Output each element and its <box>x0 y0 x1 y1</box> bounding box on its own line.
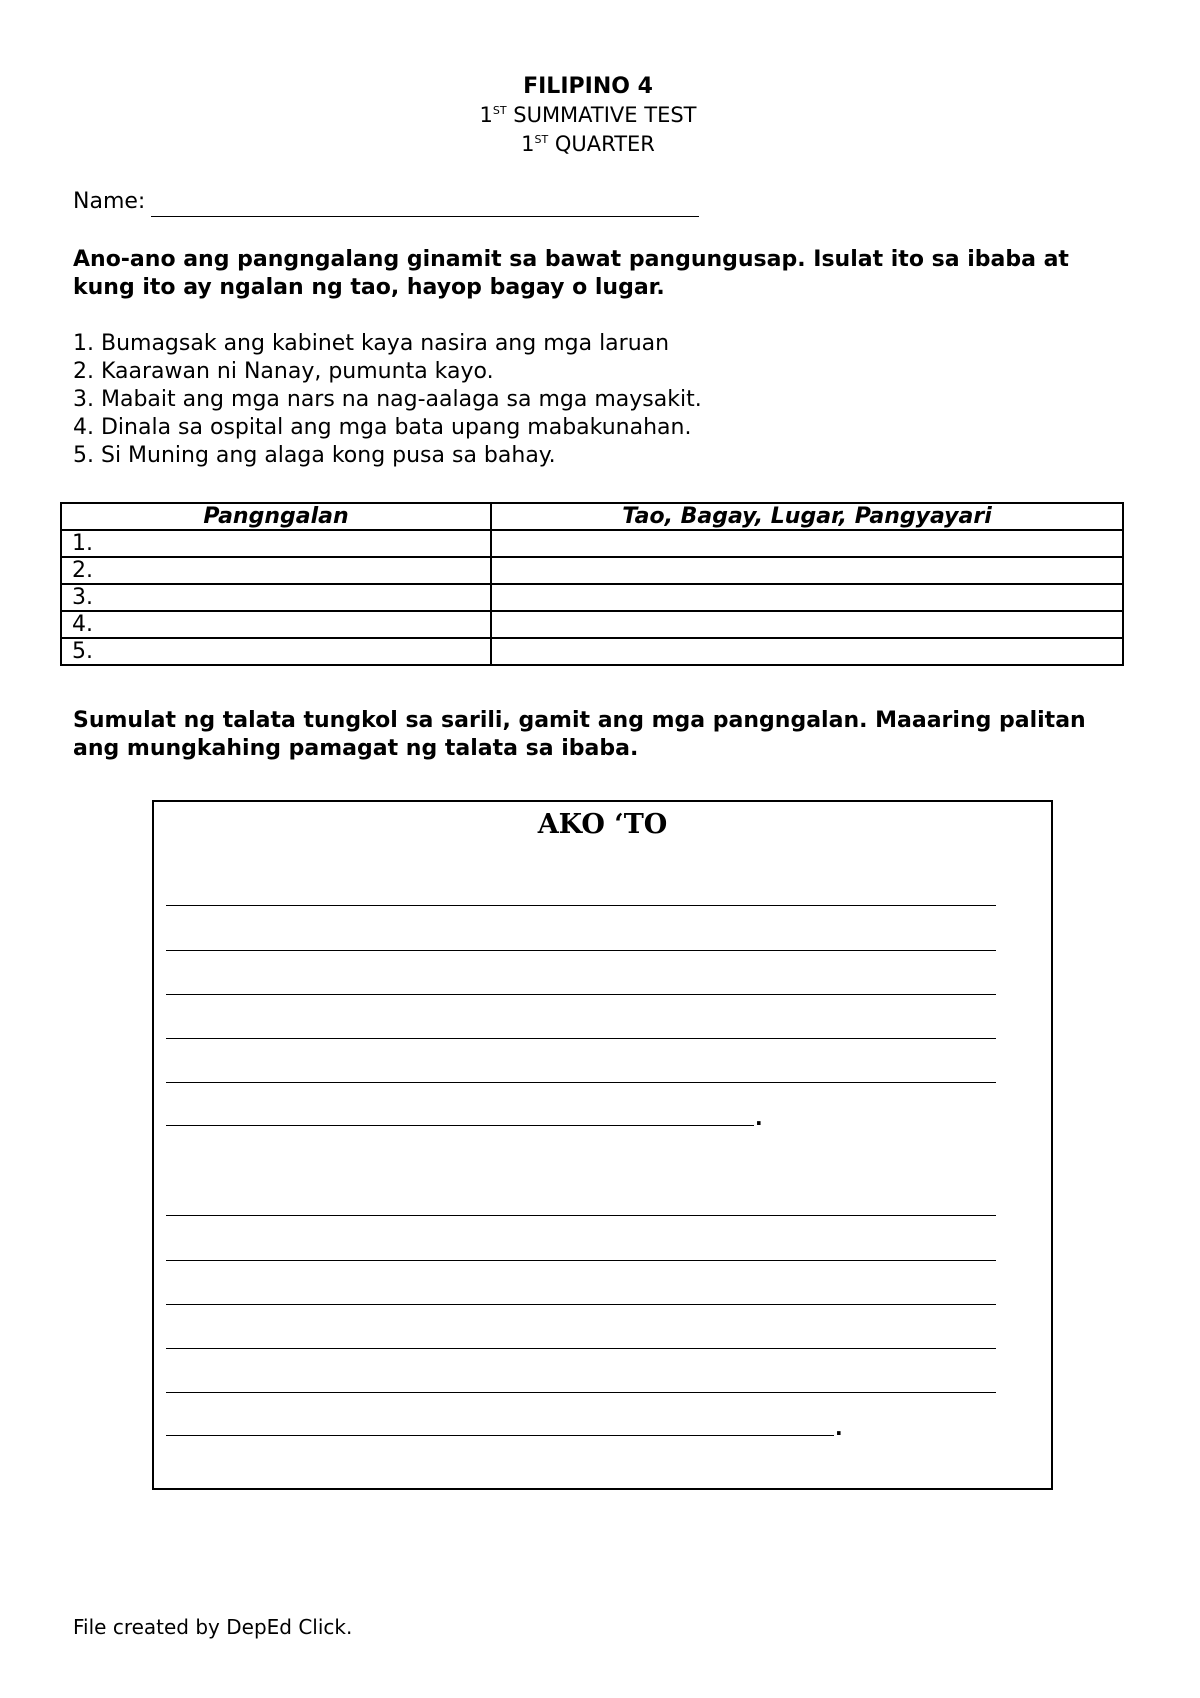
header-category: Tao, Bagay, Lugar, Pangyayari <box>491 503 1123 530</box>
writing-line[interactable] <box>166 950 996 951</box>
writing-line[interactable] <box>166 1125 754 1126</box>
answer-cell[interactable] <box>491 584 1123 611</box>
essay-box <box>152 800 1053 1490</box>
name-label: Name: <box>73 189 146 214</box>
writing-line[interactable] <box>166 1082 996 1083</box>
sentence-item: 3. Mabait ang mga nars na nag-aalaga sa mga maysakit. <box>73 387 702 412</box>
table-row <box>61 584 1123 611</box>
quarter-label: QUARTER <box>548 132 655 156</box>
table-row <box>61 611 1123 638</box>
sentence-item: 1. Bumagsak ang kabinet kaya nasira ang mga laruan <box>73 331 670 356</box>
answer-cell[interactable] <box>491 638 1123 665</box>
writing-line[interactable] <box>166 994 996 995</box>
table-row <box>61 557 1123 584</box>
name-row <box>73 187 699 217</box>
writing-line[interactable] <box>166 1215 996 1216</box>
answer-table <box>60 502 1124 666</box>
test-number: 1 <box>479 103 493 127</box>
line-end-period: . <box>755 1106 763 1130</box>
row-number[interactable]: 3. <box>61 584 491 611</box>
sentence-list <box>73 330 702 470</box>
instruction-paragraph: Sumulat ng talata tungkol sa sarili, gamit ang mga pangngalan. Maaaring palitan ang mungkahing pamagat ng talata sa ibaba. <box>73 708 1086 761</box>
table-row <box>61 530 1123 557</box>
sentence-item: 5. Si Muning ang alaga kong pusa sa bahay. <box>73 443 556 468</box>
quarter-title <box>0 130 1176 159</box>
writing-line[interactable] <box>166 1435 834 1436</box>
answer-cell[interactable] <box>491 611 1123 638</box>
essay-title: AKO ‘TO <box>537 809 668 840</box>
quarter-number: 1 <box>521 132 535 156</box>
table-header-row <box>61 503 1123 530</box>
test-label: SUMMATIVE TEST <box>506 103 697 127</box>
row-number[interactable]: 2. <box>61 557 491 584</box>
sentence-item: 4. Dinala sa ospital ang mga bata upang mabakunahan. <box>73 415 692 440</box>
writing-line[interactable] <box>166 1392 996 1393</box>
writing-line[interactable] <box>166 1348 996 1349</box>
test-ordinal-suffix: ST <box>492 104 507 117</box>
footer-credit: File created by DepEd Click. <box>73 1615 353 1639</box>
row-number[interactable]: 4. <box>61 611 491 638</box>
answer-cell[interactable] <box>491 530 1123 557</box>
quarter-ordinal-suffix: ST <box>534 133 549 146</box>
row-number[interactable]: 1. <box>61 530 491 557</box>
writing-line[interactable] <box>166 1304 996 1305</box>
line-end-period: . <box>835 1416 843 1440</box>
sentence-item: 2. Kaarawan ni Nanay, pumunta kayo. <box>73 359 494 384</box>
subject-title: FILIPINO 4 <box>523 74 653 99</box>
writing-line[interactable] <box>166 1038 996 1039</box>
header-pangngalan: Pangngalan <box>61 503 491 530</box>
table-row <box>61 638 1123 665</box>
name-field[interactable] <box>151 192 699 217</box>
writing-line[interactable] <box>166 1260 996 1261</box>
row-number[interactable]: 5. <box>61 638 491 665</box>
writing-line[interactable] <box>166 905 996 906</box>
answer-cell[interactable] <box>491 557 1123 584</box>
instruction-nouns: Ano-ano ang pangngalang ginamit sa bawat pangungusap. Isulat ito sa ibaba at kung ito ay ngalan ng tao, hayop bagay o lugar. <box>73 247 1069 300</box>
test-title <box>0 101 1176 130</box>
document-header <box>0 72 1176 159</box>
